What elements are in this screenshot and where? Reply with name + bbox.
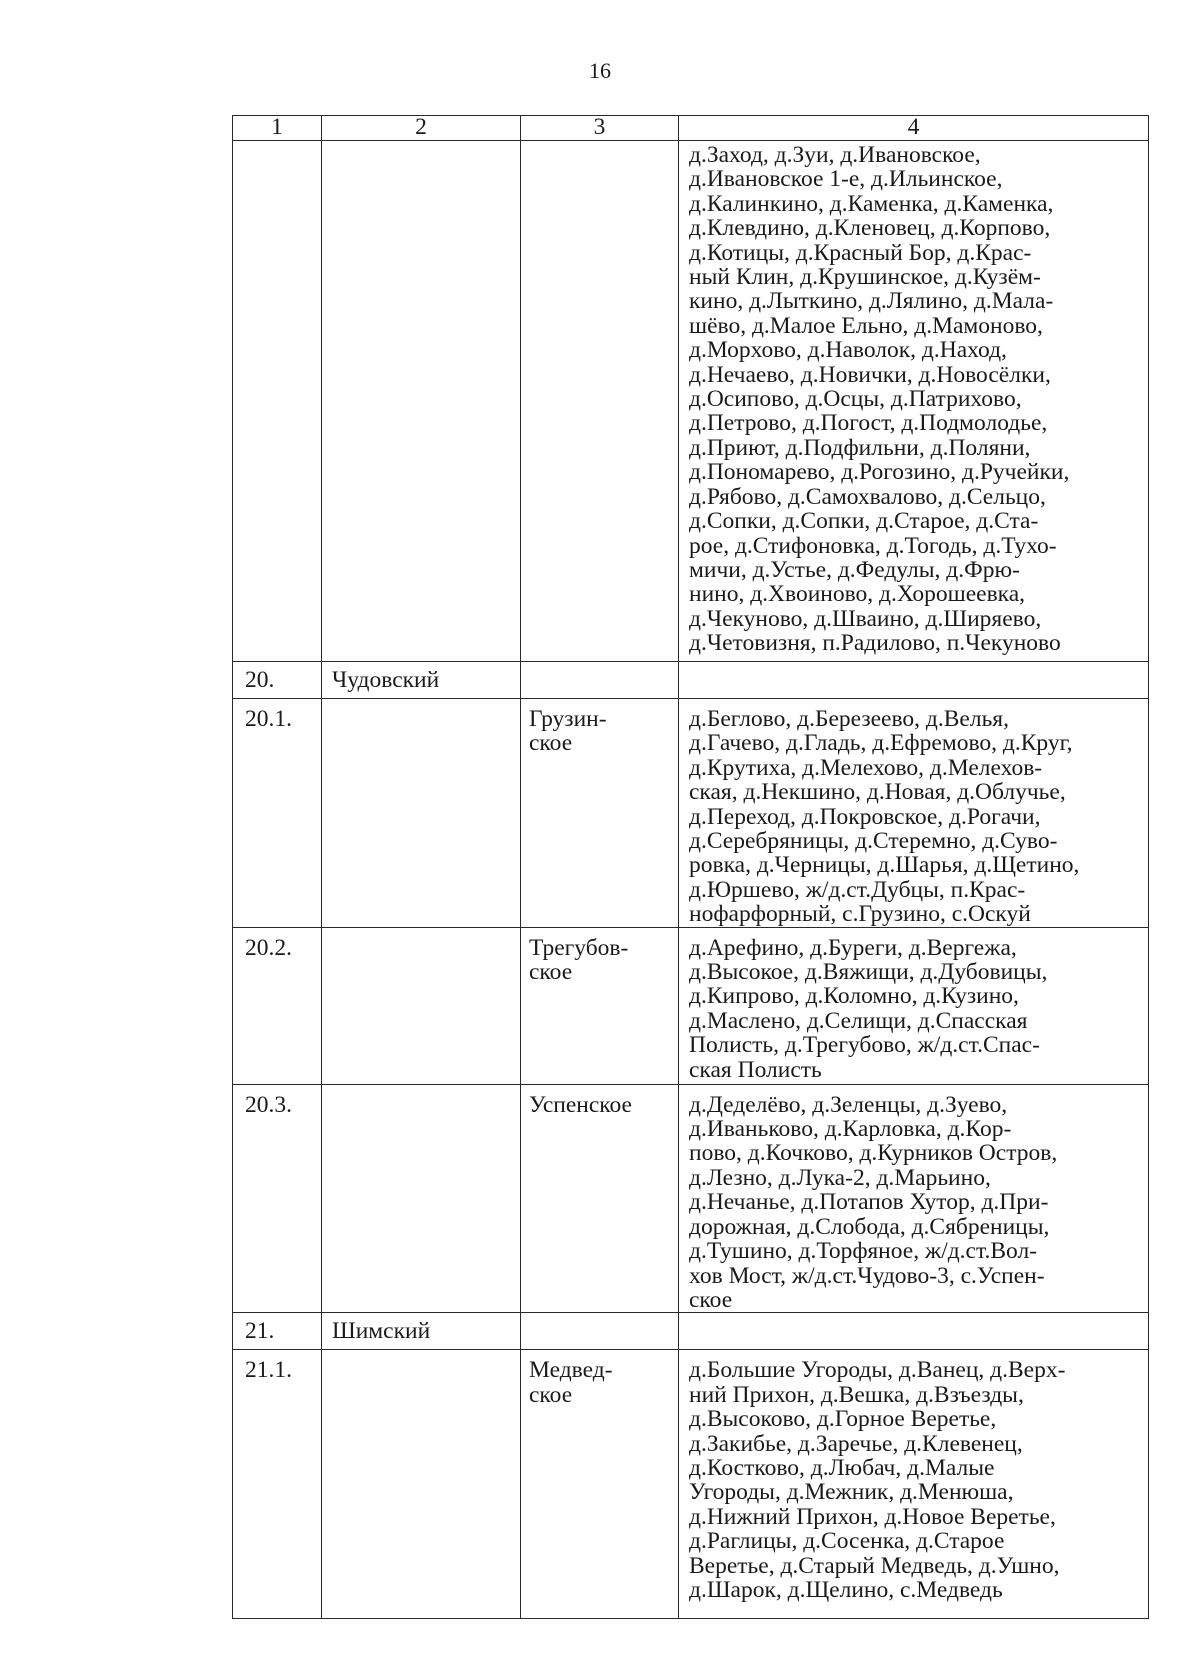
header-cell-3: 3 [521,116,679,141]
cell-district [322,1084,521,1313]
cell-district [322,141,521,662]
places-line: д.Клевдино, д.Кленовец, д.Корпово, [689,215,1051,242]
places-line: д.Ивановское 1-е, д.Ильинское, [689,166,1003,193]
cell-places [679,1313,1149,1350]
places-line: д.Костково, д.Любач, д.Малые [689,1454,995,1481]
places-line: д.Арефино, д.Буреги, д.Вергежа, [689,934,1017,961]
cell-settlement [521,1084,679,1313]
places-line: Полисть, д.Трегубово, ж/д.ст.Спас- [689,1032,1040,1059]
cell-num: 20. [233,662,322,699]
cell-places [679,141,1149,662]
places-line: ская Полисть [689,1056,822,1083]
places-line: д.Рябово, д.Самохвалово, д.Сельцо, [689,483,1046,510]
cell-num: 21. [233,1313,322,1350]
cell-num: 21.1. [233,1350,322,1619]
places-line: дорожная, д.Слобода, д.Сябреницы, [689,1213,1050,1240]
places-line: д.Деделёво, д.Зеленцы, д.Зуево, [689,1091,1008,1118]
cell-places [679,699,1149,928]
cell-places [679,1350,1149,1619]
table-row-20-2 [233,927,1149,1084]
places-line: мичи, д.Устье, д.Федулы, д.Фрю- [689,556,1020,583]
places-line: д.Петрово, д.Погост, д.Подмолодье, [689,410,1048,437]
places-line: ское [689,1286,733,1313]
header-cell-1: 1 [233,116,322,141]
places-line: д.Высоково, д.Горное Веретье, [689,1406,997,1433]
cell-places [679,1084,1149,1313]
settlement-line: ское [529,1381,573,1408]
cell-district [322,927,521,1084]
places-line: д.Морхово, д.Наволок, д.Наход, [689,337,1007,364]
header-cell-4: 4 [679,116,1149,141]
places-line: д.Шарок, д.Щелино, с.Медведь [689,1576,1003,1603]
places-line: шёво, д.Малое Ельно, д.Мамоново, [689,312,1043,339]
places-line: д.Сопки, д.Сопки, д.Старое, д.Ста- [689,508,1039,535]
places-line: хов Мост, ж/д.ст.Чудово-3, с.Успен- [689,1262,1045,1289]
places-line: д.Котицы, д.Красный Бор, д.Крас- [689,239,1032,266]
settlement-line: ское [529,959,573,986]
settlement-line: Трегубов- [529,934,629,961]
places-line: д.Нечанье, д.Потапов Хутор, д.При- [689,1189,1049,1216]
cell-settlement [521,927,679,1084]
places-line: д.Калинкино, д.Каменка, д.Каменка, [689,190,1054,217]
places-line: д.Четовизня, п.Радилово, п.Чекуново [689,630,1061,657]
places-line: д.Крутиха, д.Мелехово, д.Мелехов- [689,754,1043,781]
places-line: ный Клин, д.Крушинское, д.Кузём- [689,264,1041,291]
places-line: нофарфорный, с.Грузино, с.Оскуй [689,901,1031,928]
places-line: нино, д.Хвоиново, д.Хорошеевка, [689,581,1026,608]
settlement-line: Медвед- [529,1357,613,1384]
cell-settlement [521,141,679,662]
places-line: д.Большие Угороды, д.Ванец, д.Верх- [689,1357,1066,1384]
table-row-21-1 [233,1350,1149,1619]
places-line: ровка, д.Черницы, д.Шарья, д.Щетино, [689,852,1080,879]
cell-num: 20.2. [233,927,322,1084]
places-line: д.Нечаево, д.Новички, д.Новосёлки, [689,361,1051,388]
places-line: д.Приют, д.Подфильни, д.Поляни, [689,434,1031,461]
cell-places [679,662,1149,699]
table-header-row [233,116,1149,141]
cell-num [233,141,322,662]
cell-places [679,927,1149,1084]
cell-settlement [521,1350,679,1619]
settlements-table [232,115,1149,1619]
places-line: ний Прихон, д.Вешка, д.Взъезды, [689,1381,1024,1408]
places-line: д.Кипрово, д.Коломно, д.Кузино, [689,983,1019,1010]
places-line: пово, д.Кочково, д.Курников Остров, [689,1140,1058,1167]
places-line: д.Серебряницы, д.Стеремно, д.Суво- [689,828,1058,855]
places-line: д.Беглово, д.Березеево, д.Велья, [689,706,1009,732]
header-cell-2: 2 [322,116,521,141]
cell-district: Шимский [322,1313,521,1350]
places-line: д.Нижний Прихон, д.Новое Веретье, [689,1503,1056,1530]
places-line: ская, д.Некшино, д.Новая, д.Облучье, [689,779,1066,806]
settlement-line: Успенское [529,1091,632,1118]
places-line: д.Гачево, д.Гладь, д.Ефремово, д.Круг, [689,730,1073,757]
places-line: кино, д.Лыткино, д.Лялино, д.Мала- [689,288,1054,315]
places-line: д.Заход, д.Зуи, д.Ивановское, [689,142,981,168]
table-row-continuation [233,141,1149,662]
places-line: д.Маслено, д.Селищи, д.Спасская [689,1007,1028,1034]
places-line: д.Лезно, д.Лука-2, д.Марьино, [689,1164,991,1191]
cell-settlement [521,662,679,699]
cell-district [322,699,521,928]
places-line: Веретье, д.Старый Медведь, д.Ушно, [689,1552,1060,1579]
table-row-district-20 [233,662,1149,699]
cell-num: 20.1. [233,699,322,928]
cell-district: Чудовский [322,662,521,699]
cell-settlement [521,1313,679,1350]
places-line: Угороды, д.Межник, д.Менюша, [689,1479,1014,1506]
places-line: д.Высокое, д.Вяжищи, д.Дубовицы, [689,959,1048,986]
page-number: 16 [589,58,611,83]
places-line: д.Иваньково, д.Карловка, д.Кор- [689,1116,1012,1143]
places-line: д.Юршево, ж/д.ст.Дубцы, п.Крас- [689,876,1026,903]
places-line: д.Раглицы, д.Сосенка, д.Старое [689,1528,1005,1555]
places-line: д.Тушино, д.Торфяное, ж/д.ст.Вол- [689,1238,1038,1265]
places-line: д.Пономарево, д.Рогозино, д.Ручейки, [689,459,1070,486]
cell-settlement [521,699,679,928]
table-row-20-1 [233,699,1149,928]
places-line: д.Закибье, д.Заречье, д.Клевенец, [689,1430,1023,1457]
settlement-line: ское [529,730,573,757]
places-line: д.Чекуново, д.Шваино, д.Ширяево, [689,605,1042,632]
cell-district [322,1350,521,1619]
settlement-line: Грузин- [529,706,607,732]
places-line: рое, д.Стифоновка, д.Тогодь, д.Тухо- [689,532,1057,559]
places-line: д.Переход, д.Покровское, д.Рогачи, [689,803,1041,830]
table-row-district-21 [233,1313,1149,1350]
cell-num: 20.3. [233,1084,322,1313]
table-row-20-3 [233,1084,1149,1313]
places-line: д.Осипово, д.Осцы, д.Патрихово, [689,386,1022,413]
